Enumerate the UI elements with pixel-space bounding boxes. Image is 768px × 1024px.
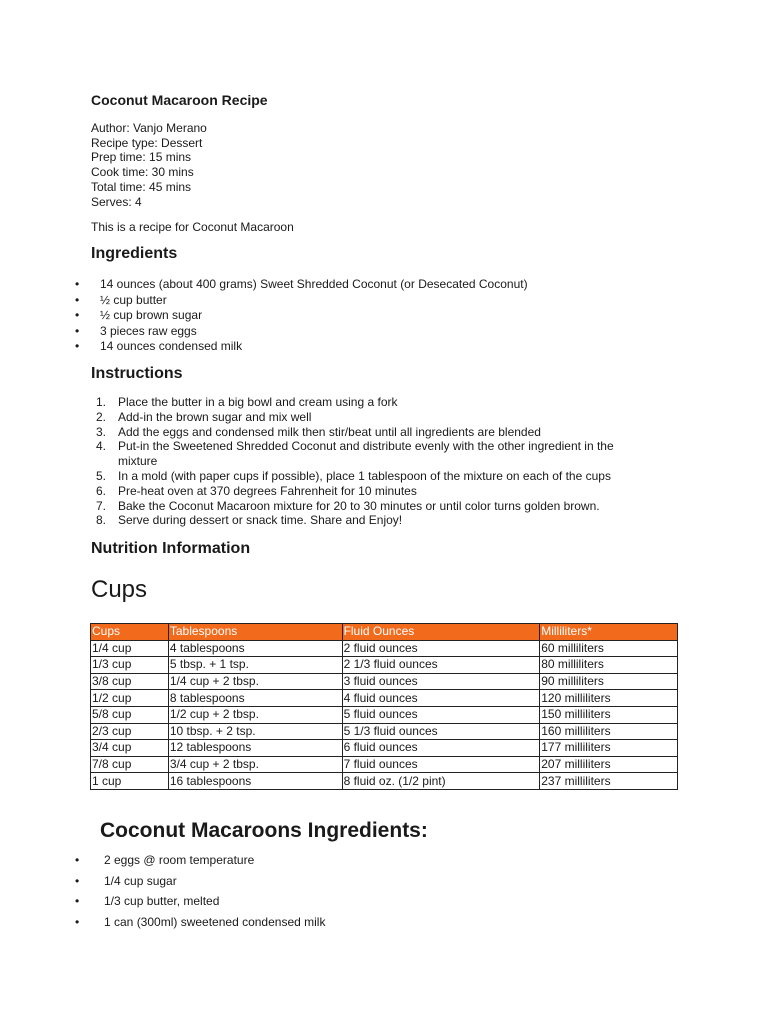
bullet-icon: •	[75, 873, 80, 888]
list-item	[0, 484, 648, 499]
list-item	[0, 499, 648, 514]
table-cell: 12 tablespoons	[168, 740, 342, 757]
table-cell: 1/2 cup + 2 tbsp.	[168, 706, 342, 723]
step-text: Pre-heat oven at 370 degrees Fahrenheit for 10 minutes	[118, 483, 417, 498]
table-row	[91, 640, 678, 657]
step-text: Serve during dessert or snack time. Share and Enjoy!	[118, 513, 403, 528]
ingredient-text: 14 ounces condensed milk	[100, 339, 243, 353]
table-row	[91, 740, 678, 757]
step-number: 5.	[96, 468, 107, 483]
ingredient-text: ½ cup brown sugar	[100, 308, 203, 322]
table-cell: 8 tablespoons	[168, 690, 342, 707]
table-cell: 5 1/3 fluid ounces	[342, 723, 540, 740]
cups-heading: Cups	[91, 576, 148, 603]
step-text: In a mold (with paper cups if possible), place 1 tablespoon of the mixture on each of the cups	[118, 468, 611, 483]
bullet-icon: •	[75, 323, 80, 338]
ingredient-text: 1/4 cup sugar	[104, 873, 177, 888]
ingredient-text: 1/3 cup butter, melted	[104, 894, 220, 909]
cups-conversion-table	[90, 623, 678, 790]
table-cell: 3/4 cup	[91, 740, 169, 757]
bullet-icon: •	[75, 853, 80, 867]
table-cell: 237 milliliters	[540, 773, 678, 790]
table-cell: 90 milliliters	[540, 673, 678, 690]
table-row	[91, 756, 678, 773]
table-cell: 5/8 cup	[91, 706, 169, 723]
ingredients-list	[0, 277, 528, 355]
table-cell: 1 cup	[91, 773, 169, 790]
table-row	[91, 706, 678, 723]
table-row	[91, 657, 678, 674]
table-row	[91, 673, 678, 690]
table-cell: 60 milliliters	[540, 640, 678, 657]
step-number: 6.	[96, 483, 107, 498]
list-item	[0, 912, 325, 933]
step-text: Bake the Coconut Macaroon mixture for 20 to 30 minutes or until color turns golden brown.	[118, 498, 600, 513]
list-item	[0, 439, 648, 469]
ingredient-text: 14 ounces (about 400 grams) Sweet Shredded Coconut (or Desecated Coconut)	[100, 277, 528, 291]
column-header-fluid-ounces: Fluid Ounces	[342, 624, 540, 641]
list-item	[0, 425, 648, 440]
table-cell: 5 tbsp. + 1 tsp.	[168, 657, 342, 674]
table-cell: 160 milliliters	[540, 723, 678, 740]
table-cell: 120 milliliters	[540, 690, 678, 707]
table-cell: 2/3 cup	[91, 723, 169, 740]
table-cell: 1/4 cup + 2 tbsp.	[168, 673, 342, 690]
recipe-intro: This is a recipe for Coconut Macaroon	[91, 220, 294, 234]
step-number: 8.	[96, 513, 107, 528]
table-cell: 3/8 cup	[91, 673, 169, 690]
bullet-icon: •	[75, 292, 80, 307]
step-number: 7.	[96, 498, 107, 513]
step-text: Add-in the brown sugar and mix well	[118, 409, 312, 424]
meta-prep-time: Prep time: 15 mins	[91, 150, 192, 165]
ingredient-text: 1 can (300ml) sweetened condensed milk	[104, 915, 326, 930]
bullet-icon: •	[75, 894, 80, 909]
table-cell: 207 milliliters	[540, 756, 678, 773]
meta-author: Author: Vanjo Merano	[91, 121, 207, 135]
column-header-milliliters: Milliliters*	[540, 624, 678, 641]
table-cell: 80 milliliters	[540, 657, 678, 674]
list-item	[0, 324, 528, 340]
table-cell: 8 fluid oz. (1/2 pint)	[342, 773, 540, 790]
table-cell: 1/4 cup	[91, 640, 169, 657]
macaroons-ingredients-list	[0, 850, 325, 933]
list-item	[0, 871, 325, 892]
meta-serves: Serves: 4	[91, 194, 142, 209]
instructions-heading: Instructions	[91, 365, 183, 382]
table-cell: 3/4 cup + 2 tbsp.	[168, 756, 342, 773]
ingredient-text: 2 eggs @ room temperature	[104, 853, 255, 867]
table-cell: 5 fluid ounces	[342, 706, 540, 723]
table-cell: 6 fluid ounces	[342, 740, 540, 757]
column-header-cups: Cups	[91, 624, 169, 641]
table-cell: 2 fluid ounces	[342, 640, 540, 657]
ingredient-text: ½ cup butter	[100, 292, 167, 307]
table-cell: 10 tbsp. + 2 tsp.	[168, 723, 342, 740]
table-cell: 3 fluid ounces	[342, 673, 540, 690]
step-number: 1.	[96, 395, 107, 409]
table-cell: 4 fluid ounces	[342, 690, 540, 707]
table-cell: 1/2 cup	[91, 690, 169, 707]
list-item	[0, 410, 648, 425]
ingredient-text: 3 pieces raw eggs	[100, 323, 197, 338]
list-item	[0, 277, 528, 293]
step-number: 3.	[96, 424, 107, 439]
step-text: Put-in the Sweetened Shredded Coconut and distribute evenly with the other ingredient in the mixture	[118, 439, 614, 469]
list-item	[0, 891, 325, 912]
table-cell: 7 fluid ounces	[342, 756, 540, 773]
step-number: 4.	[96, 439, 107, 454]
step-text: Place the butter in a big bowl and cream using a fork	[118, 395, 398, 409]
nutrition-heading: Nutrition Information	[91, 540, 251, 557]
list-item	[0, 513, 648, 528]
table-cell: 150 milliliters	[540, 706, 678, 723]
meta-cook-time: Cook time: 30 mins	[91, 165, 194, 180]
table-row	[91, 773, 678, 790]
bullet-icon: •	[75, 308, 80, 322]
table-cell: 7/8 cup	[91, 756, 169, 773]
bullet-icon: •	[75, 915, 80, 930]
list-item	[0, 339, 528, 355]
step-number: 2.	[96, 409, 107, 424]
table-row	[91, 723, 678, 740]
meta-total-time: Total time: 45 mins	[91, 179, 192, 194]
list-item	[0, 308, 528, 324]
table-header-row	[91, 624, 678, 641]
instructions-list	[0, 395, 648, 528]
step-text: Add the eggs and condensed milk then stir/beat until all ingredients are blended	[118, 424, 541, 439]
table-cell: 4 tablespoons	[168, 640, 342, 657]
macaroons-ingredients-heading: Coconut Macaroons Ingredients:	[100, 819, 428, 842]
list-item	[0, 469, 648, 484]
table-cell: 1/3 cup	[91, 657, 169, 674]
recipe-title: Coconut Macaroon Recipe	[91, 92, 268, 108]
bullet-icon: •	[75, 339, 80, 353]
table-cell: 2 1/3 fluid ounces	[342, 657, 540, 674]
list-item	[0, 850, 325, 871]
list-item	[0, 293, 528, 309]
list-item	[0, 395, 648, 410]
column-header-tablespoons: Tablespoons	[168, 624, 342, 641]
meta-recipe-type: Recipe type: Dessert	[91, 135, 203, 150]
table-cell: 16 tablespoons	[168, 773, 342, 790]
bullet-icon: •	[75, 277, 80, 291]
table-cell: 177 milliliters	[540, 740, 678, 757]
table-row	[91, 690, 678, 707]
recipe-meta	[91, 121, 207, 209]
ingredients-heading: Ingredients	[91, 245, 178, 262]
